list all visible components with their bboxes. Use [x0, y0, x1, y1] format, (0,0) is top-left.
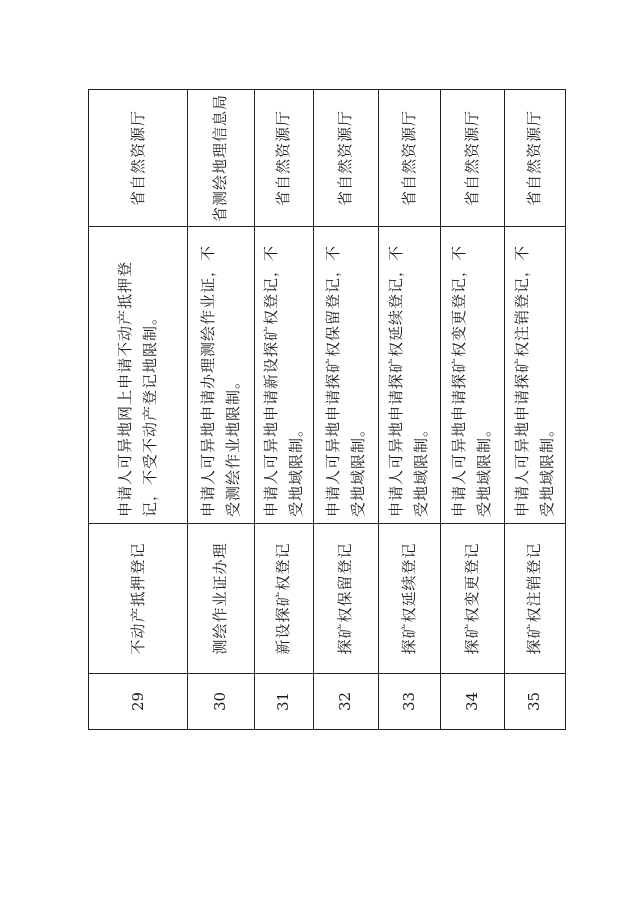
lead-department: 省自然资源厅	[378, 90, 440, 227]
row-number: 35	[504, 674, 565, 730]
table-row	[314, 90, 379, 730]
row-number: 32	[314, 674, 379, 730]
item-name: 探矿权延续登记	[378, 524, 440, 674]
item-name: 探矿权变更登记	[441, 524, 505, 674]
condition-text: 申请人可异地申请探矿权延续登记，不受地域限制。	[378, 227, 440, 524]
condition-text: 申请人可异地网上申请不动产抵押登记，不受不动产登记地限制。	[89, 227, 188, 524]
item-name: 探矿权保留登记	[314, 524, 379, 674]
condition-text: 申请人可异地申请办理测绘作业证，不受测绘作业地限制。	[188, 227, 255, 524]
services-table	[88, 89, 566, 730]
lead-department: 省自然资源厅	[89, 90, 188, 227]
lead-department: 省自然资源厅	[254, 90, 313, 227]
row-number: 29	[89, 674, 188, 730]
row-number: 33	[378, 674, 440, 730]
condition-text: 申请人可异地申请新设探矿权登记，不受地域限制。	[254, 227, 313, 524]
row-number: 31	[254, 674, 313, 730]
table-row	[254, 90, 313, 730]
row-number: 30	[188, 674, 255, 730]
row-number: 34	[441, 674, 505, 730]
table-row	[188, 90, 255, 730]
table-row	[89, 90, 188, 730]
item-name: 新设探矿权登记	[254, 524, 313, 674]
table-row	[504, 90, 565, 730]
lead-department: 省自然资源厅	[504, 90, 565, 227]
lead-department: 省自然资源厅	[441, 90, 505, 227]
condition-text: 申请人可异地申请探矿权变更登记，不受地域限制。	[441, 227, 505, 524]
item-name: 探矿权注销登记	[504, 524, 565, 674]
condition-text: 申请人可异地申请探矿权注销登记，不受地域限制。	[504, 227, 565, 524]
item-name: 测绘作业证办理	[188, 524, 255, 674]
lead-department: 省自然资源厅	[314, 90, 379, 227]
lead-department: 省测绘地理信息局	[188, 90, 255, 227]
item-name: 不动产抵押登记	[89, 524, 188, 674]
condition-text: 申请人可异地申请探矿权保留登记，不受地域限制。	[314, 227, 379, 524]
rotated-table-wrapper	[88, 90, 566, 730]
table-row	[441, 90, 505, 730]
table-row	[378, 90, 440, 730]
